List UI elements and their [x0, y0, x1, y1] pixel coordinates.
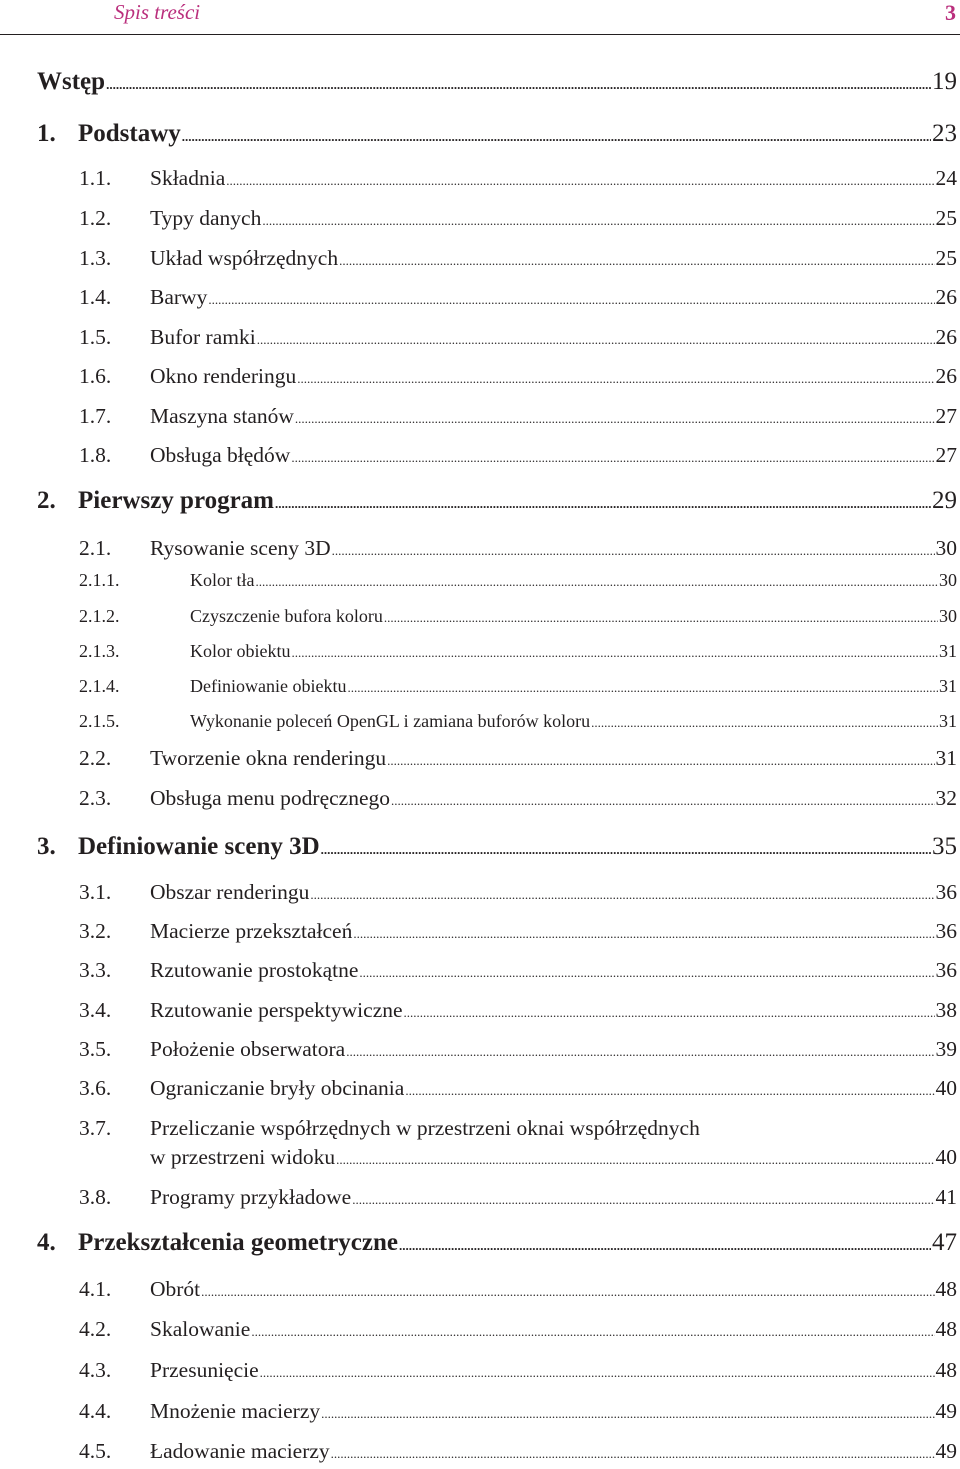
toc-title: Pierwszy program	[78, 487, 275, 514]
dot-leader	[201, 1284, 934, 1300]
toc-page-number: 48	[935, 1277, 957, 1301]
toc-entry-s2-3[interactable]	[79, 786, 957, 816]
toc-title: Bufor ramki	[150, 325, 256, 349]
dot-leader	[404, 1005, 935, 1021]
toc-title: Ograniczanie bryły obcinania	[150, 1076, 405, 1100]
toc-entry-s2-1-1[interactable]	[79, 570, 957, 596]
dot-leader	[182, 129, 931, 145]
toc-page-number: 38	[935, 998, 957, 1022]
toc-entry-s1-7[interactable]	[79, 404, 957, 434]
dot-leader	[331, 1446, 935, 1462]
toc-number: 2.	[37, 487, 56, 514]
toc-entry-s1-8[interactable]	[79, 443, 957, 473]
toc-title: Przesunięcie	[150, 1358, 259, 1382]
dot-leader	[106, 77, 931, 93]
toc-entry-s3-3[interactable]	[79, 958, 957, 988]
toc-number: 1.8.	[79, 443, 112, 467]
toc-number: 1.2.	[79, 206, 112, 230]
toc-title: Macierze przekształceń	[150, 919, 353, 943]
toc-entry-s4-1[interactable]	[79, 1277, 957, 1307]
toc-number: 3.4.	[79, 998, 112, 1022]
toc-title: Obsługa menu podręcznego	[150, 786, 391, 810]
toc-number: 2.2.	[79, 746, 112, 770]
toc-title: Rzutowanie perspektywiczne	[150, 998, 403, 1022]
toc-number: 1.6.	[79, 364, 112, 388]
toc-page-number: 31	[935, 746, 957, 770]
toc-number: 1.7.	[79, 404, 112, 428]
dot-leader	[226, 173, 934, 189]
toc-entry-s3-1[interactable]	[79, 880, 957, 910]
toc-entry-s2-1-4[interactable]	[79, 676, 957, 702]
dot-leader	[297, 371, 934, 387]
toc-entry-s1-5[interactable]	[79, 325, 957, 355]
dot-leader	[352, 1192, 934, 1208]
toc-entry-s3-5[interactable]	[79, 1037, 957, 1067]
dot-leader	[336, 1152, 934, 1168]
toc-page-number: 32	[935, 786, 957, 810]
toc-number: 1.3.	[79, 246, 112, 270]
toc-number: 3.6.	[79, 1076, 112, 1100]
dot-leader	[347, 680, 938, 696]
dot-leader	[292, 645, 939, 661]
toc-entry-ch3[interactable]	[37, 833, 957, 867]
toc-title-line1: Przeliczanie współrzędnych w przestrzeni oknai współrzędnych	[150, 1116, 700, 1140]
toc-title: Kolor tła	[190, 570, 255, 590]
dot-leader	[275, 496, 931, 512]
toc-page-number: 30	[935, 536, 957, 560]
dot-leader	[405, 1083, 934, 1099]
running-title: Spis treści	[114, 0, 201, 24]
dot-leader	[260, 1365, 935, 1381]
toc-number: 2.3.	[79, 786, 112, 810]
toc-entry-s2-1-3[interactable]	[79, 641, 957, 667]
toc-page-number: 26	[935, 285, 957, 309]
toc-title: Okno renderingu	[150, 364, 297, 388]
toc-entry-s1-4[interactable]	[79, 285, 957, 315]
toc-entry-s4-2[interactable]	[79, 1317, 957, 1347]
dot-leader	[359, 965, 934, 981]
toc-page-number: 19	[932, 68, 957, 95]
toc-number: 1.	[37, 120, 56, 147]
toc-page-number: 30	[939, 606, 957, 626]
toc-title: Położenie obserwatora	[150, 1037, 346, 1061]
toc-title: Przekształcenia geometryczne	[78, 1229, 398, 1256]
toc-number: 4.1.	[79, 1277, 112, 1301]
toc-number: 1.5.	[79, 325, 112, 349]
toc-title: Programy przykładowe	[150, 1185, 352, 1209]
toc-number: 3.3.	[79, 958, 112, 982]
dot-leader	[295, 411, 935, 427]
toc-title: Wstęp	[37, 68, 106, 95]
toc-number: 3.7.	[79, 1116, 112, 1140]
toc-number: 1.4.	[79, 285, 112, 309]
toc-page-number: 30	[939, 570, 957, 590]
toc-page-number: 23	[932, 120, 957, 147]
toc-page-number: 40	[935, 1145, 957, 1169]
toc-page-number: 39	[935, 1037, 957, 1061]
toc-page-number: 31	[939, 676, 957, 696]
toc-title: Rysowanie sceny 3D	[150, 536, 331, 560]
dot-leader	[310, 887, 934, 903]
toc-title: Wykonanie poleceń OpenGL i zamiana buforów koloru	[190, 711, 591, 731]
toc-page-number: 47	[932, 1229, 957, 1256]
toc-entry-ch1[interactable]	[37, 120, 957, 154]
dot-leader	[321, 842, 931, 858]
toc-page-number: 26	[935, 364, 957, 388]
toc-title: Obsługa błędów	[150, 443, 291, 467]
dot-leader	[399, 1238, 931, 1254]
toc-title: Skalowanie	[150, 1317, 251, 1341]
toc-page-number: 41	[935, 1185, 957, 1209]
toc-entry-s4-3[interactable]	[79, 1358, 957, 1388]
toc-number: 2.1.	[79, 536, 112, 560]
toc-number: 2.1.2.	[79, 606, 120, 626]
toc-page-number: 29	[932, 487, 957, 514]
toc-title: Definiowanie sceny 3D	[78, 833, 320, 860]
toc-title: Tworzenie okna renderingu	[150, 746, 387, 770]
toc-number: 2.1.5.	[79, 711, 120, 731]
toc-page-number: 25	[935, 206, 957, 230]
toc-number: 3.5.	[79, 1037, 112, 1061]
toc-entry-s1-2[interactable]	[79, 206, 957, 236]
toc-title: Maszyna stanów	[150, 404, 294, 428]
toc-number: 2.1.1.	[79, 570, 120, 590]
toc-entry-s3-7[interactable]	[150, 1145, 957, 1175]
toc-number: 3.1.	[79, 880, 112, 904]
toc-page-number: 26	[935, 325, 957, 349]
toc-title: Czyszczenie bufora koloru	[190, 606, 383, 626]
toc-entry-ch2[interactable]	[37, 487, 957, 521]
dot-leader	[339, 253, 934, 269]
dot-leader	[256, 574, 939, 590]
toc-title: Barwy	[150, 285, 208, 309]
dot-leader	[262, 213, 934, 229]
toc-entry-s2-1[interactable]	[79, 536, 957, 566]
toc-number: 4.5.	[79, 1439, 112, 1463]
toc-entry-s3-4[interactable]	[79, 998, 957, 1028]
dot-leader	[387, 753, 934, 769]
toc-page-number: 35	[932, 833, 957, 860]
toc-entry-s2-1-2[interactable]	[79, 606, 957, 632]
toc-page-number: 27	[935, 404, 957, 428]
toc-title: Obrót	[150, 1277, 201, 1301]
toc-number: 3.	[37, 833, 56, 860]
toc-page-number: 36	[935, 919, 957, 943]
toc-entry-s3-6[interactable]	[79, 1076, 957, 1106]
toc-title: Kolor obiektu	[190, 641, 291, 661]
dot-leader	[291, 450, 934, 466]
dot-leader	[332, 543, 935, 559]
dot-leader	[353, 926, 934, 942]
page-number: 3	[945, 0, 956, 25]
toc-number: 2.1.4.	[79, 676, 120, 696]
toc-entry-s2-2[interactable]	[79, 746, 957, 776]
toc-title: Podstawy	[78, 120, 181, 147]
dot-leader	[208, 292, 934, 308]
toc-title: Składnia	[150, 166, 226, 190]
toc-page-number: 36	[935, 958, 957, 982]
toc-number: 2.1.3.	[79, 641, 120, 661]
toc-number: 4.4.	[79, 1399, 112, 1423]
toc-entry-s3-2[interactable]	[79, 919, 957, 949]
toc-page-number: 31	[939, 711, 957, 731]
toc-entry-s4-4[interactable]	[79, 1399, 957, 1429]
toc-page-number: 27	[935, 443, 957, 467]
toc-page-number: 49	[935, 1439, 957, 1463]
toc-page-number: 48	[935, 1317, 957, 1341]
toc-title: Definiowanie obiektu	[190, 676, 347, 696]
toc-title: Obszar renderingu	[150, 880, 310, 904]
toc-page-number: 40	[935, 1076, 957, 1100]
toc-number: 3.8.	[79, 1185, 112, 1209]
toc-number: 4.	[37, 1229, 56, 1256]
toc-title: w przestrzeni widoku	[150, 1145, 336, 1169]
toc-page-number: 25	[935, 246, 957, 270]
toc-entry-s1-1[interactable]	[79, 166, 957, 196]
toc-page-number: 31	[939, 641, 957, 661]
toc-entry-ch4[interactable]	[37, 1229, 957, 1263]
toc-title: Typy danych	[150, 206, 262, 230]
toc-page-number: 49	[935, 1399, 957, 1423]
toc-number: 4.3.	[79, 1358, 112, 1382]
toc-title: Ładowanie macierzy	[150, 1439, 330, 1463]
toc-number: 1.1.	[79, 166, 112, 190]
dot-leader	[391, 793, 934, 809]
toc-title: Mnożenie macierzy	[150, 1399, 321, 1423]
toc-entry-s4-5[interactable]	[79, 1439, 957, 1469]
dot-leader	[321, 1406, 934, 1422]
toc-title: Układ współrzędnych	[150, 246, 339, 270]
toc-entry-s1-6[interactable]	[79, 364, 957, 394]
toc-page-number: 24	[935, 166, 957, 190]
dot-leader	[384, 610, 938, 626]
toc-page-number: 48	[935, 1358, 957, 1382]
dot-leader	[251, 1324, 934, 1340]
toc-entry-s1-3[interactable]	[79, 246, 957, 276]
dot-leader	[257, 332, 935, 348]
toc-number: 3.2.	[79, 919, 112, 943]
toc-title: Rzutowanie prostokątne	[150, 958, 359, 982]
toc-entry-s3-8[interactable]	[79, 1185, 957, 1215]
toc-entry-s2-1-5[interactable]	[79, 711, 957, 737]
dot-leader	[346, 1044, 934, 1060]
toc-page-number: 36	[935, 880, 957, 904]
toc-number: 4.2.	[79, 1317, 112, 1341]
dot-leader	[591, 715, 938, 731]
toc-entry-wstep[interactable]	[37, 68, 957, 102]
